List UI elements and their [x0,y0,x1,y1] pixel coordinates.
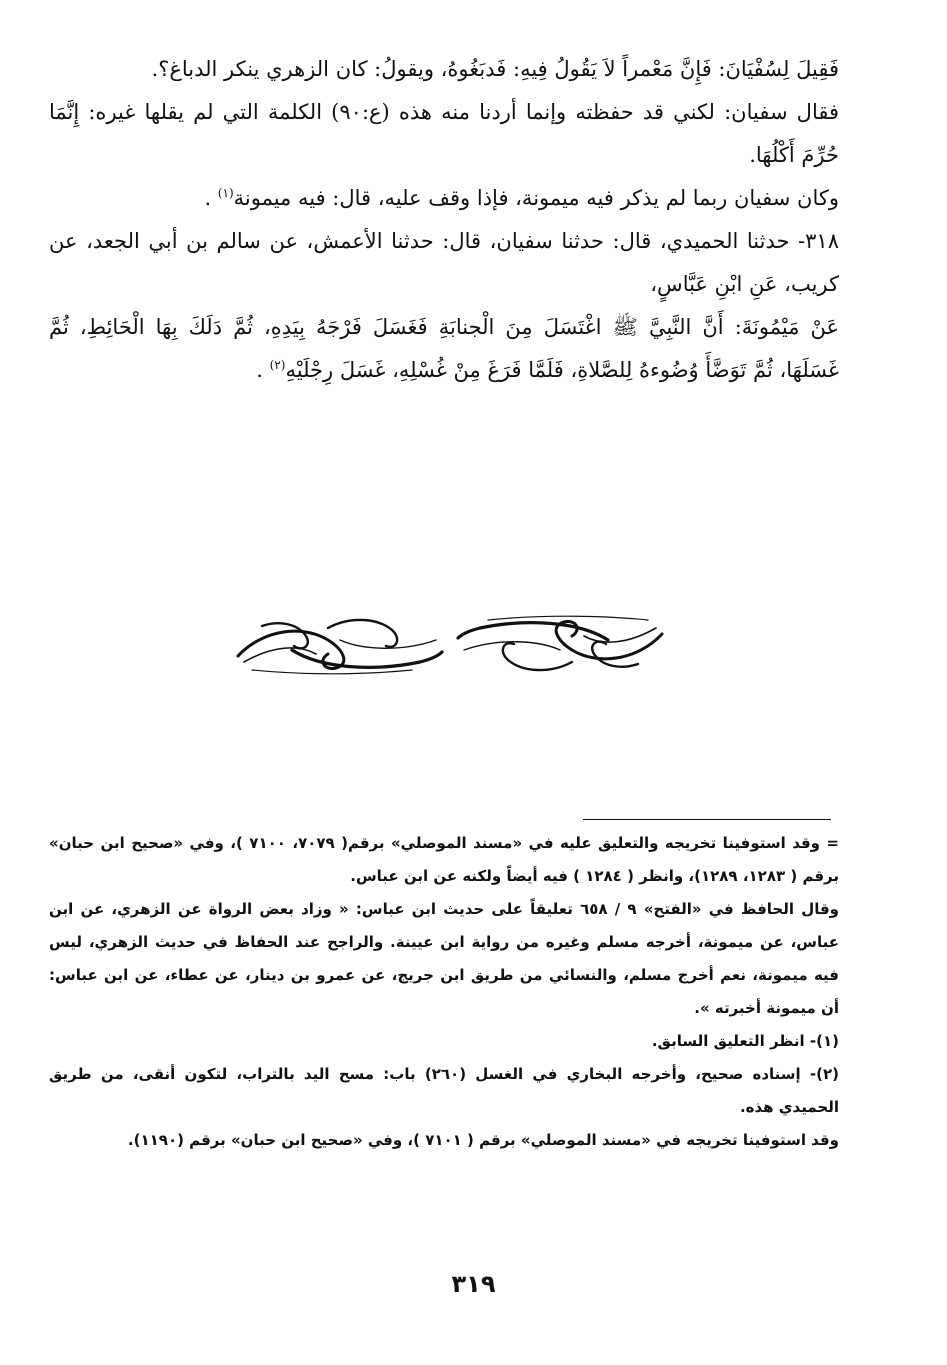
paragraph-sufyan-answer: فقال سفيان: لكني قد حفظته وإنما أردنا منه هذه (ع:٩٠) الكلمة التي لم يقلها غيره: إِنَّمَا حُرِّمَ أَكْلُهَا. [49,100,840,167]
footnote-1: (١)- انظر التعليق السابق. [651,1032,839,1050]
hadith-318-matn [49,306,839,392]
footnote-ref-2[interactable]: (٢) [269,358,286,372]
footnote-2-continuation: وقد استوفينا تخريجه في «مسند الموصلي» برقم ( ٧١٠١ )، وفي «صحيح ابن حبان» برقم (١١٩٠). [127,1131,839,1149]
footnote-2: (٢)- إسناده صحيح، وأخرجه البخاري في الغسل (٢٦٠) باب: مسح اليد بالتراب، لتكون أنقى، من طريق الحميدي هذه. [49,1065,839,1116]
footnote-divider [583,819,831,820]
paragraph-maymuna-end: . [204,186,218,210]
hadith-318-matn-text: عَنْ مَيْمُونَةَ: أَنَّ النَّبِيَّ ﷺ اغْتَسَلَ مِنَ الْجنابَةِ فَغَسَلَ فَرْجَهُ بِيَدِهِ، ثُمَّ دَلَكَ بِهَا الْحَائِطِ، ثُمَّ غَسَلَهَا، ثُمَّ تَوَضَّأَ وُضُوءهُ لِلصَّلاةِ، فَلَمَّا فَرَغَ مِنْ غُسْلِهِ، غَسَلَ رِجْلَيْهِ [49,315,839,382]
hadith-318-isnad: ٣١٨- حدثنا الحميدي، قال: حدثنا سفيان، قال: حدثنا الأعمش، عن سالم بن أبي الجعد، عن كريب، عَنِ ابْنِ عَبَّاسٍ، [49,229,839,296]
ornament-flourish-icon [232,610,668,680]
hadith-318-matn-end: . [256,358,270,382]
footnotes [49,827,839,1157]
decorative-ornament [232,610,668,680]
footnote-ref-1[interactable]: (١) [217,186,234,200]
paragraph-maymuna-note [49,177,839,220]
main-text [49,48,839,392]
paragraph-maymuna-text: وكان سفيان ربما لم يذكر فيه ميمونة، فإذا وقف عليه، قال: فيه ميمونة [233,186,839,210]
footnote-continuation-2: وقال الحافظ في «الفتح» ٩ / ٦٥٨ تعليقاً على حديث ابن عباس: « وزاد بعض الرواة عن الزهري، عن ابن عباس، عن ميمونة، أخرجه مسلم وغيره من رواية ابن عيينة. والراجح عند الحفاظ في حديث الزهري، ليس فيه ميمونة، نعم أخرج مسلم، والنسائي من طريق ابن جريج، عن عمرو بن دينار، عن عطاء، عن ابن عباس: أن ميمونة أخبرته ». [49,900,839,1017]
page-number: ٣١٩ [451,1270,496,1298]
footnote-continuation-1: = وقد استوفينا تخريجه والتعليق عليه في «مسند الموصلي» برقم( ٧٠٧٩، ٧١٠٠ )، وفي «صحيح ابن حبان» برقم ( ١٢٨٣، ١٢٨٩)، وانظر ( ١٢٨٤ ) فيه أيضاً ولكنه عن ابن عباس. [49,834,840,885]
paragraph-sufyan-question: فَقِيلَ لِسُفْيَانَ: فَإِنَّ مَعْمراً لاَ يَقُولُ فِيهِ: فَدبَغُوهُ، ويقولُ: كان الزهري ينكر الدباغ؟. [151,57,839,81]
